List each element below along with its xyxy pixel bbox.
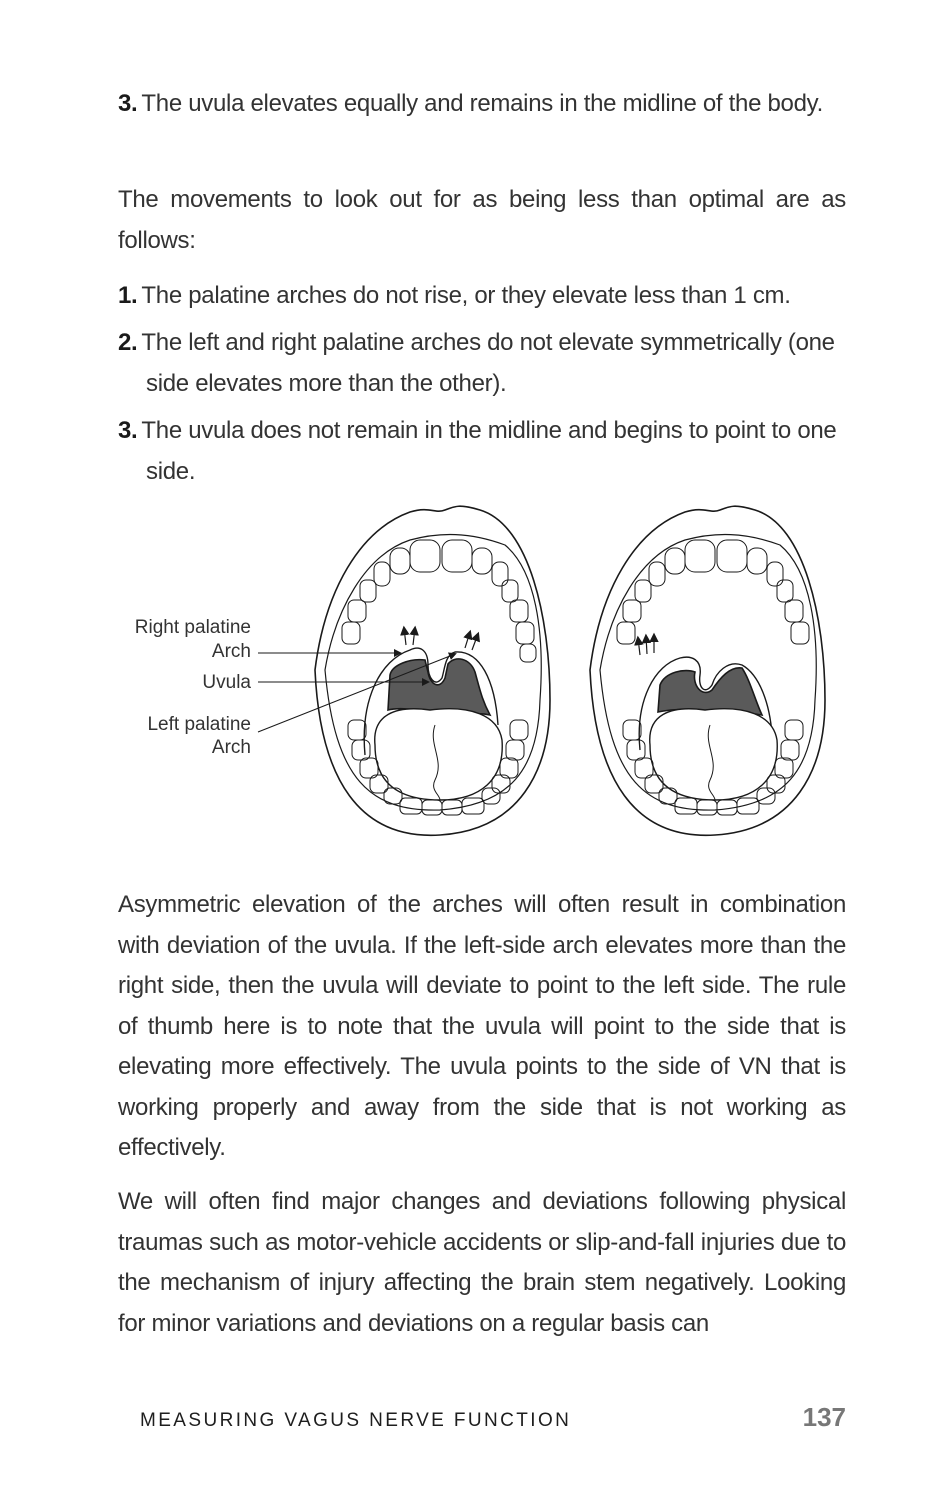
list-text: The uvula does not remain in the midline and begins to point to one side. <box>141 417 837 485</box>
upper-teeth <box>617 540 809 644</box>
mouth-right <box>590 506 825 835</box>
list-item-asymmetric <box>118 323 876 404</box>
list-number: 2. <box>118 329 138 356</box>
list-number: 3. <box>118 417 138 444</box>
tongue <box>650 709 778 800</box>
body-paragraph-trauma: We will often find major changes and deviations following physical traumas such as motor-vehicle accidents or slip-and-fall injuries due to the mechanism of injury affecting the brain stem negatively. Looking for minor variations and deviations on a regular basis can <box>118 1188 846 1337</box>
tongue <box>375 709 503 800</box>
mouth-left <box>258 506 550 835</box>
elevation-arrows <box>638 635 654 655</box>
figure-labels <box>135 617 252 758</box>
upper-teeth <box>342 540 536 662</box>
list-text: The uvula elevates equally and remains in the midline of the body. <box>141 90 823 117</box>
mouth-diagram <box>110 500 850 860</box>
list-item-arches-no-rise <box>118 276 876 317</box>
label-uvula: Uvula <box>202 672 251 693</box>
list-number: 3. <box>118 90 138 117</box>
list-text: The palatine arches do not rise, or they elevate less than 1 cm. <box>141 282 791 309</box>
elevation-arrows <box>404 628 478 650</box>
list-number: 1. <box>118 282 138 309</box>
body-paragraph-asymmetric: Asymmetric elevation of the arches will often result in combination with deviation of the uvula. If the left-side arch elevates more than the right side, then the uvula will deviate to point to the left side. The rule of thumb here is to note that the uvula will point to the side that is elevating more effectively. The uvula points to the side of VN that is working properly and away from the side that is not working as effectively. <box>118 891 846 1161</box>
list-item-uvula-deviates <box>118 411 876 492</box>
intro-paragraph: The movements to look out for as being less than optimal are as follows: <box>118 186 846 254</box>
label-left-palatine: Left palatine <box>147 714 251 735</box>
label-left-arch: Arch <box>211 737 251 758</box>
running-footer-chapter: MEASURING VAGUS NERVE FUNCTION <box>140 1410 572 1431</box>
list-item-uvula-midline <box>118 84 876 125</box>
list-text: The left and right palatine arches do not elevate symmetrically (one side elevates more than the other). <box>141 329 835 397</box>
throat-shade <box>388 659 490 716</box>
label-right-palatine: Right palatine <box>134 617 251 638</box>
page-number: 137 <box>802 1402 846 1432</box>
label-right-arch: Arch <box>211 641 251 662</box>
